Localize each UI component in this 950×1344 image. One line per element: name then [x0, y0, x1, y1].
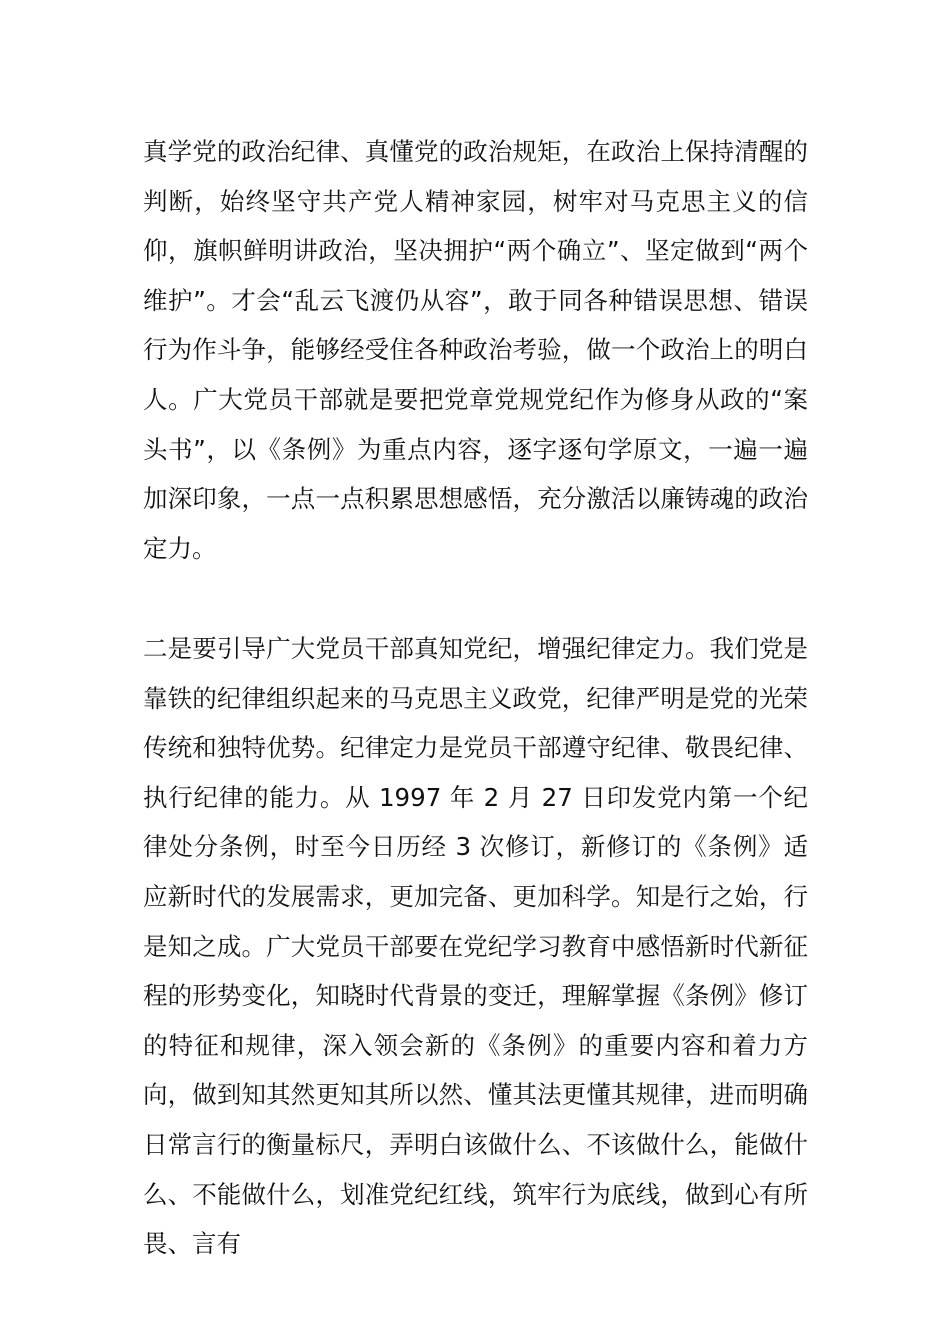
- body-paragraph-1: 真学党的政治纪律、真懂党的政治规矩，在政治上保持清醒的判断，始终坚守共产党人精神家园，树牢对马克思主义的信仰，旗帜鲜明讲政治，坚决拥护“两个确立”、坚定做到“两个维护”。才会“乱云飞渡仍从容”，敢于同各种错误思想、错误行为作斗争，能够经受住各种政治考验，做一个政治上的明白人。广大党员干部就是要把党章党规党纪作为修身从政的“案头书”，以《条例》为重点内容，逐字逐句学原文，一遍一遍加深印象，一点一点积累思想感悟，充分激活以廉铸魂的政治定力。: [143, 137, 808, 563]
- body-paragraph-2: 二是要引导广大党员干部真知党纪，增强纪律定力。我们党是靠铁的纪律组织起来的马克思主义政党，纪律严明是党的光荣传统和独特优势。纪律定力是党员干部遵守纪律、敬畏纪律、执行纪律的能力。从 1997 年 2 月 27 日印发党内第一个纪律处分条例，时至今日历经 3 次修订，新修订的《条例》适应新时代的发展需求，更加完备、更加科学。知是行之始，行是知之成。广大党员干部要在党纪学习教育中感悟新时代新征程的形势变化，知晓时代背景的变迁，理解掌握《条例》修订的特征和规律，深入领会新的《条例》的重要内容和着力方向，做到知其然更知其所以然、懂其法更懂其规律，进而明确日常言行的衡量标尺，弄明白该做什么、不该做什么，能做什么、不能做什么，划准党纪红线，筑牢行为底线，做到心有所畏、言有: [143, 634, 808, 1259]
